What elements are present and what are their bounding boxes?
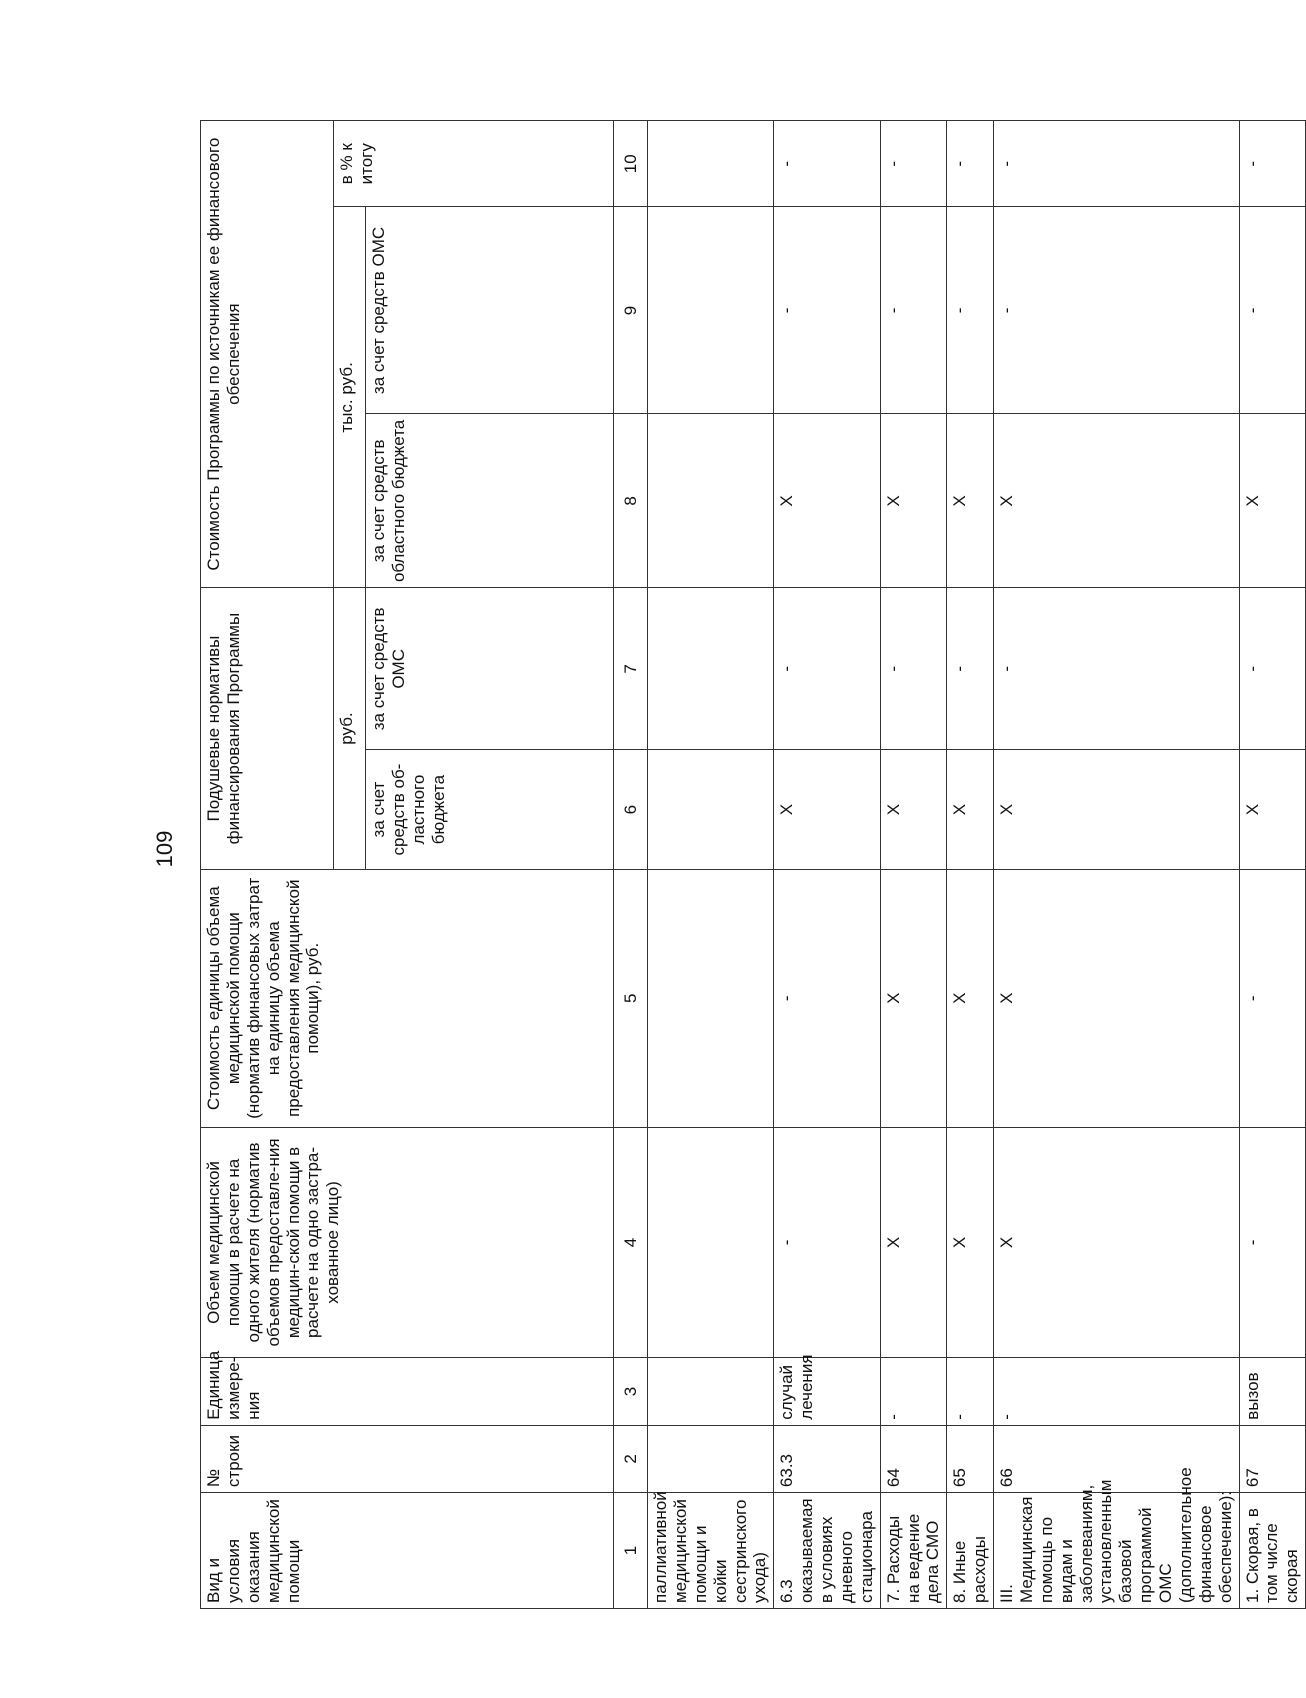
header-percent-total: в % к итогу (334, 121, 614, 207)
row-volume: - (774, 1127, 880, 1358)
table-row (994, 121, 1240, 1609)
rotated-table-wrapper (200, 120, 1302, 1609)
row-percent: - (994, 121, 1240, 207)
row-norm-regional: X (994, 750, 1240, 869)
financing-table (200, 120, 1306, 1609)
row-volume: - (1239, 1127, 1306, 1358)
row-line: 67 (1239, 1425, 1306, 1492)
row-name: 6.3 оказываемая в условиях дневного стационара (774, 1493, 880, 1609)
row-name: паллиативной медицинской помощи и койки сестринского ухода) (648, 1493, 774, 1609)
row-cost-regional: X (947, 414, 994, 588)
row-norm-regional: X (880, 750, 947, 869)
table-row (648, 121, 774, 1609)
row-line: 64 (880, 1425, 947, 1492)
row-percent: - (1239, 121, 1306, 207)
row-norm-regional (648, 750, 774, 869)
header-unit-cost: Стоимость единицы объема медицинской помощи (норматив финансовых затрат на единицу объема предоставления медицинской помощи), руб. (201, 869, 614, 1127)
header-per-capita-norms: Подушевые нормативы финансирования Программы (201, 588, 334, 869)
column-number: 4 (614, 1127, 648, 1358)
row-cost-oms (648, 207, 774, 414)
header-unit: Единица измере-ния (201, 1358, 614, 1425)
row-cost-regional: X (774, 414, 880, 588)
column-number: 8 (614, 414, 648, 588)
row-norm-regional: X (947, 750, 994, 869)
column-number: 9 (614, 207, 648, 414)
row-percent: - (774, 121, 880, 207)
header-norms-unit: руб. (334, 588, 366, 869)
row-norm-oms: - (947, 588, 994, 750)
row-percent (648, 121, 774, 207)
row-unit-cost: - (1239, 869, 1306, 1127)
row-norm-oms: - (994, 588, 1240, 750)
row-unit-cost: X (947, 869, 994, 1127)
column-number: 3 (614, 1358, 648, 1425)
row-unit (648, 1358, 774, 1425)
header-norms-regional: за счет средств об-ластного бюджета (366, 750, 614, 869)
header-cost-unit: тыс. руб. (334, 207, 366, 588)
row-unit: - (947, 1358, 994, 1425)
column-number: 6 (614, 750, 648, 869)
row-norm-oms (648, 588, 774, 750)
row-norm-oms: - (1239, 588, 1306, 750)
row-unit: - (994, 1358, 1240, 1425)
column-numbers-row (614, 121, 648, 1609)
row-cost-oms: - (994, 207, 1240, 414)
row-unit-cost: X (994, 869, 1240, 1127)
row-line: 63.3 (774, 1425, 880, 1492)
header-cost-regional: за счет средств областного бюджета (366, 414, 614, 588)
header-program-cost: Стоимость Программы по источникам ее финансового обеспечения (201, 121, 334, 588)
row-cost-oms: - (774, 207, 880, 414)
row-cost-regional: X (880, 414, 947, 588)
row-unit-cost: X (880, 869, 947, 1127)
row-volume: X (880, 1127, 947, 1358)
row-norm-regional: X (1239, 750, 1306, 869)
row-unit: - (880, 1358, 947, 1425)
table-row (880, 121, 947, 1609)
row-percent: - (947, 121, 994, 207)
row-norm-oms: - (880, 588, 947, 750)
column-number: 5 (614, 869, 648, 1127)
row-unit: случай лечения (774, 1358, 880, 1425)
row-norm-regional: X (774, 750, 880, 869)
row-name: III. Медицинская помощь по видам и заболеваниям, установленным базовой программой ОМС (дополнительное финансовое обеспечение): (994, 1493, 1240, 1609)
column-number: 7 (614, 588, 648, 750)
table-row (1239, 121, 1306, 1609)
row-cost-regional (648, 414, 774, 588)
table-row (947, 121, 994, 1609)
row-line: 65 (947, 1425, 994, 1492)
header-line-number: № строки (201, 1425, 614, 1492)
row-volume (648, 1127, 774, 1358)
row-unit-cost (648, 869, 774, 1127)
row-cost-oms: - (880, 207, 947, 414)
table-row (774, 121, 880, 1609)
header-volume: Объем медицинской помощи в расчете на одного жителя (норматив объемов предоставле-ния медицин-ской помощи в расчете на одно застра-хованное лицо) (201, 1127, 614, 1358)
column-number: 1 (614, 1493, 648, 1609)
row-volume: X (994, 1127, 1240, 1358)
row-cost-oms: - (947, 207, 994, 414)
row-line (648, 1425, 774, 1492)
row-name: 8. Иные расходы (947, 1493, 994, 1609)
header-kind: Вид и условия оказания медицинской помощи (201, 1493, 614, 1609)
row-cost-oms: - (1239, 207, 1306, 414)
column-number: 2 (614, 1425, 648, 1492)
row-name: 7. Расходы на ведение дела СМО (880, 1493, 947, 1609)
row-line: 66 (994, 1425, 1240, 1492)
page-number: 109 (152, 830, 177, 868)
row-cost-regional: X (994, 414, 1240, 588)
row-volume: X (947, 1127, 994, 1358)
header-cost-oms: за счет средств ОМС (366, 207, 614, 414)
column-number: 10 (614, 121, 648, 207)
row-cost-regional: X (1239, 414, 1306, 588)
row-unit: вызов (1239, 1358, 1306, 1425)
header-norms-oms: за счет средств ОМС (366, 588, 614, 750)
row-unit-cost: - (774, 869, 880, 1127)
row-percent: - (880, 121, 947, 207)
row-name: 1. Скорая, в том числе скорая (1239, 1493, 1306, 1609)
row-norm-oms: - (774, 588, 880, 750)
